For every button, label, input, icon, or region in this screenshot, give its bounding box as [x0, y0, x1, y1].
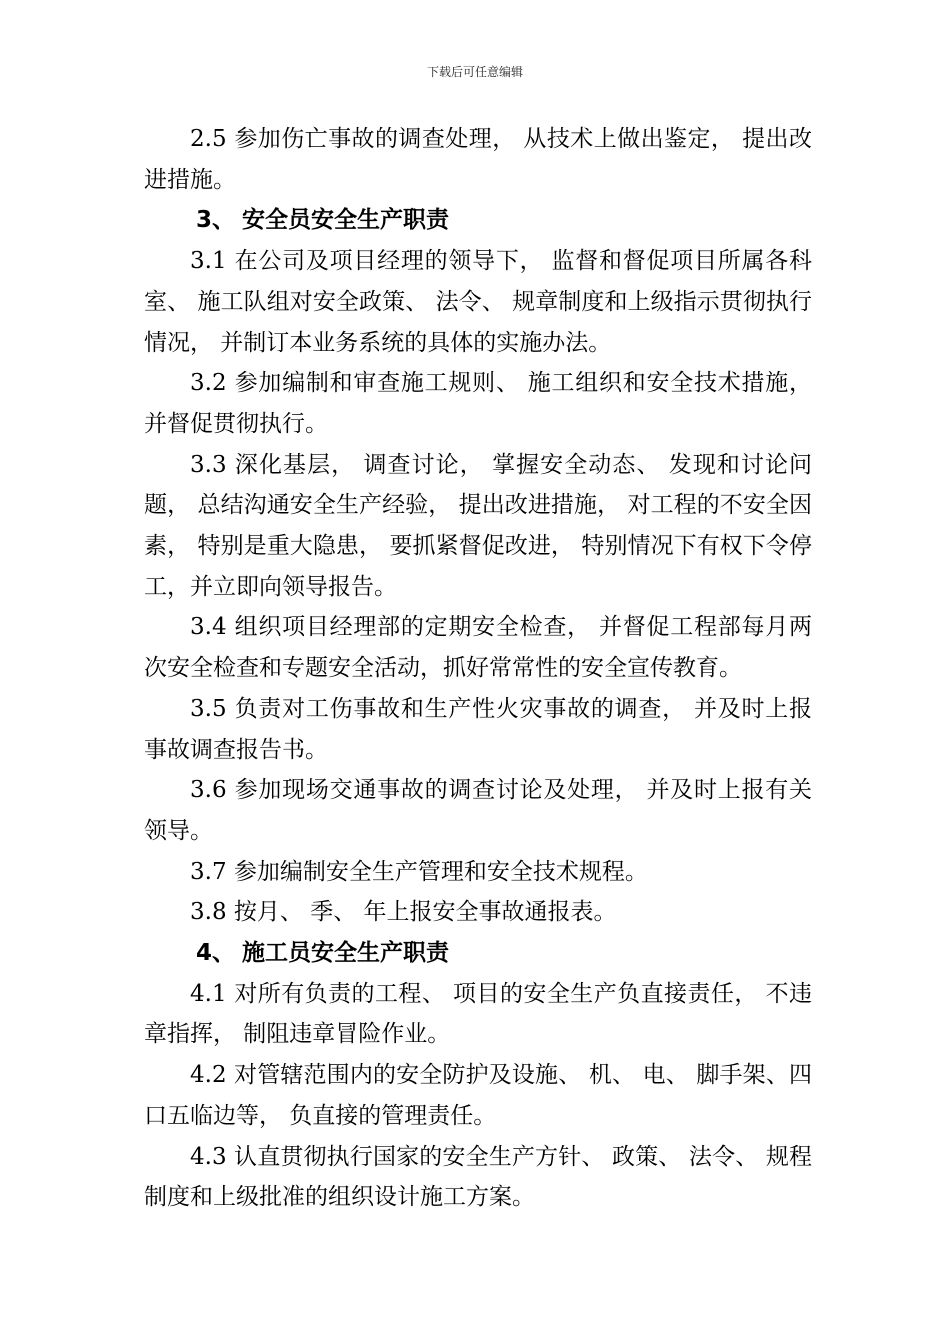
section-number-4: 4、: [196, 940, 236, 967]
paragraph-3-5: 3.5 负责对工伤事故和生产性火灾事故的调查， 并及时上报事故调查报告书。: [144, 695, 812, 763]
section-heading-4: [144, 933, 812, 974]
paragraph-3-6: 3.6 参加现场交通事故的调查讨论及处理， 并及时上报有关领导。: [144, 777, 812, 844]
paragraph-3-4: 3.4 组织项目经理部的定期安全检查， 并督促工程部每月两次安全检查和专题安全活动，抓好常常性的安全宣传教育。: [144, 614, 812, 682]
paragraph-4-1: 4.1 对所有负责的工程、 项目的安全生产负直接责任， 不违章指挥， 制阻违章冒险作业。: [144, 980, 812, 1048]
paragraph-3-1: 3.1 在公司及项目经理的领导下， 监督和督促项目所属各科室、 施工队组对安全政策、 法令、 规章制度和上级指示贯彻执行情况， 并制订本业务系统的具体的实施办法。: [144, 248, 812, 356]
page-header-note: 下载后可任意编辑: [426, 65, 523, 79]
section-number-3: 3、: [196, 207, 236, 234]
paragraph-3-7: 3.7 参加编制安全生产管理和安全技术规程。: [190, 858, 648, 885]
paragraph-3-8: 3.8 按月、 季、 年上报安全事故通报表。: [190, 899, 617, 926]
paragraph-3-2: 3.2 参加编制和审查施工规则、 施工组织和安全技术措施，并督促贯彻执行。: [144, 370, 812, 437]
paragraph-2-5: 2.5 参加伤亡事故的调查处理， 从技术上做出鉴定， 提出改进措施。: [144, 126, 812, 193]
paragraph-4-3: 4.3 认直贯彻执行国家的安全生产方针、 政策、 法令、 规程制度和上级批准的组织设计施工方案。: [144, 1143, 812, 1211]
paragraph-3-3: 3.3 深化基层， 调查讨论， 掌握安全动态、 发现和讨论问题， 总结沟通安全生产经验， 提出改进措施， 对工程的不安全因素， 特别是重大隐患， 要抓紧督促改进， 特别情况下有权下令停工，并立即向领导报告。: [144, 451, 812, 600]
section-title-4: 施工员安全生产职责: [242, 940, 449, 967]
paragraph-4-2: 4.2 对管辖范围内的安全防护及设施、 机、 电、 脚手架、四口五临边等， 负直接的管理责任。: [144, 1062, 812, 1129]
section-title-3: 安全员安全生产职责: [242, 207, 449, 234]
section-heading-3: [144, 200, 812, 241]
document-body: [144, 119, 812, 1218]
